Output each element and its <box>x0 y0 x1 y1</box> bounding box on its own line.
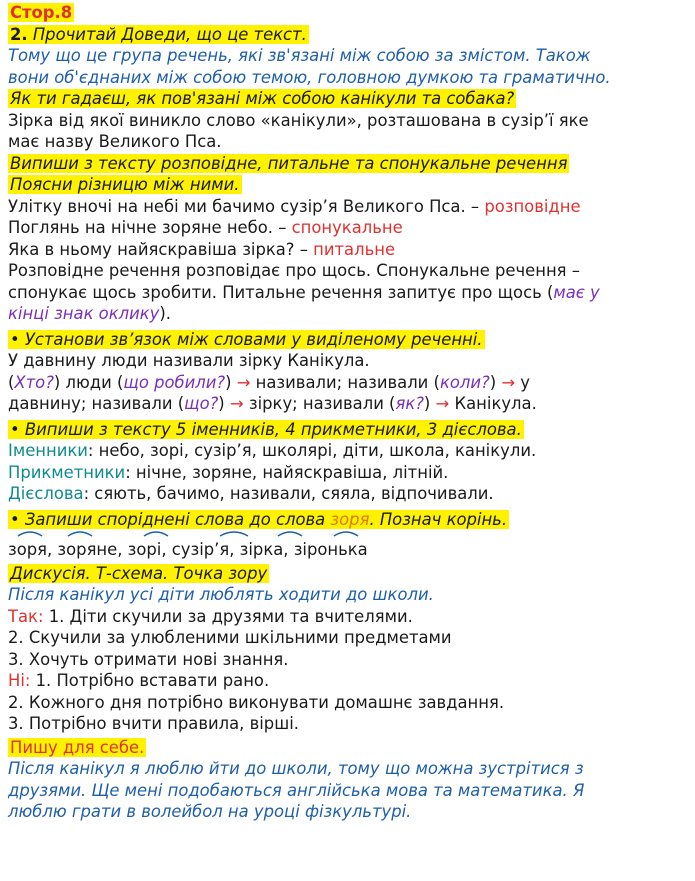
answer-line: Зірка від якої виникло слово «канікули», розташована в сузір’ї яке <box>8 110 589 130</box>
self-writing-line: друзями. Ще мені подобаються англійська мова та математика. Я <box>8 780 585 800</box>
verbs-line <box>8 483 687 505</box>
task-heading-line <box>8 563 687 585</box>
explanation-line: Розповідне речення розповідає про щось. Спонукальне речення – <box>8 261 580 280</box>
no-line: 3. Потрібно вчити правила, вірші. <box>8 714 299 733</box>
yes-label: Так: <box>8 606 44 626</box>
paren: ) <box>423 394 431 413</box>
task-heading-text: • Запиши споріднені слова до слова <box>10 509 331 529</box>
yes-line: 2. Скучили за улюбленими шкільними предметами <box>8 628 452 647</box>
no-label: Ні: <box>8 671 31 690</box>
adjectives-list: : нічне, зоряне, найяскравіша, літній. <box>125 462 449 482</box>
paren: ( <box>8 372 15 392</box>
question-word: коли? <box>439 372 490 392</box>
paren: ) <box>489 372 497 392</box>
verbs-list: : сяють, бачимо, називали, сяяла, відпочивали. <box>83 484 494 503</box>
task-heading-line <box>8 419 687 441</box>
self-writing-line: Після канікул я люблю йти до школи, тому що можна зустрітися з <box>8 759 584 778</box>
paren: ) <box>218 394 225 413</box>
task-heading: Поясни різницю між ними. <box>10 175 240 194</box>
adjectives-line <box>8 462 687 484</box>
nouns-list: : небо, зорі, сузір’я, школярі, діти, школа, канікули. <box>87 441 537 460</box>
relation-text: Канікула. <box>454 394 537 413</box>
yes-item: 1. Діти скучили за друзями та вчителями. <box>43 606 413 626</box>
sentence-text: Улітку вночі на небі ми бачимо сузір’я Великого Пса. – <box>8 196 480 216</box>
task-heading-line <box>8 174 687 196</box>
task-heading <box>8 510 509 529</box>
task-heading-line <box>8 509 687 531</box>
relation-text: давнину; називали ( <box>8 394 185 413</box>
relation-text: ) люди ( <box>53 372 124 392</box>
answer-line: Тому що це група речень, які зв'язані між собою за змістом. Також <box>8 46 591 65</box>
answer-line: має назву Великого Пса. <box>8 132 222 151</box>
task-heading-line <box>8 153 687 175</box>
root-marks <box>8 530 687 539</box>
task-heading-text: Прочитай Доведи, що це текст. <box>32 24 307 44</box>
nouns-line <box>8 440 687 462</box>
root-arc-marks <box>16 528 416 538</box>
task-number: 2. <box>10 24 28 44</box>
self-writing-heading: Пишу для себе. <box>10 737 145 757</box>
task-heading-line <box>8 329 687 351</box>
arrow-icon: → <box>229 394 244 413</box>
task-heading <box>8 25 309 44</box>
nouns-label: Іменники <box>8 441 88 460</box>
self-writing-line: люблю грати в волейбол на уроці фізкультурі. <box>8 802 412 821</box>
explanation-line <box>8 282 687 304</box>
verbs-label: Дієслова <box>8 484 84 503</box>
relation-line <box>8 372 687 394</box>
yes-line <box>8 606 687 628</box>
relation-text: у <box>520 372 530 392</box>
related-words: зоря, зоряне, зорі, сузір’я, зірка, зіронька <box>8 540 368 559</box>
question-word: що робили? <box>123 372 226 392</box>
question-heading: Як ти гадаєш, як пов'язані між собою канікули та собака? <box>10 89 515 108</box>
sentence-text: Поглянь на нічне зоряне небо. – <box>8 218 287 237</box>
page-title: Стор.8 <box>10 3 73 22</box>
relation-line <box>8 393 687 415</box>
sentence-line <box>8 196 687 218</box>
no-line: 2. Кожного дня потрібно виконувати домашнє завдання. <box>8 692 505 712</box>
question-word: як? <box>395 394 424 413</box>
explanation-text: ). <box>159 304 171 323</box>
sentence-line <box>8 217 687 239</box>
arrow-icon: → <box>501 372 516 392</box>
relation-text: називали; називали ( <box>255 372 440 392</box>
arrow-icon: → <box>435 394 450 413</box>
sentence-type: питальне <box>313 239 396 259</box>
highlighted-word: зоря <box>330 509 370 529</box>
paren: ) <box>225 372 232 392</box>
sentence-text: Яка в ньому найяскравіша зірка? – <box>8 239 308 259</box>
task2-heading <box>8 24 687 46</box>
adjectives-label: Прикметники <box>8 462 126 482</box>
task-heading: • Випиши з тексту 5 іменників, 4 прикметники, 3 дієслова. <box>10 419 522 439</box>
no-item: 1. Потрібно вставати рано. <box>30 671 270 690</box>
explanation-note: має у <box>553 282 600 302</box>
discussion-statement: Після канікул усі діти люблять ходити до школи. <box>8 585 434 604</box>
task-heading: Випиши з тексту розповідне, питальне та спонукальне речення <box>10 153 568 173</box>
task-heading: Дискусія. Т-схема. Точка зору <box>10 563 268 583</box>
explanation-line <box>8 303 687 325</box>
relation-sentence: У давнину люди називали зірку Канікула. <box>8 351 370 370</box>
answer-line: вони об'єднаних між собою темою, головною думкою та граматично. <box>8 67 611 87</box>
yes-line: 3. Хочуть отримати нові знання. <box>8 649 289 669</box>
sentence-type: розповідне <box>484 196 581 216</box>
task-heading: • Установи зв’язок між словами у виділеному реченні. <box>10 329 483 349</box>
question-word: що? <box>184 394 219 413</box>
no-line <box>8 670 687 692</box>
self-writing-heading-line <box>8 737 687 759</box>
sentence-line <box>8 239 687 261</box>
sentence-type: спонукальне <box>291 218 403 237</box>
explanation-note: кінці знак оклику <box>8 304 160 323</box>
page-title-line <box>8 2 687 24</box>
explanation-text: спонукає щось зробити. Питальне речення запитує про щось ( <box>8 282 554 302</box>
relation-text: зірку; називали ( <box>248 394 396 413</box>
question-line <box>8 88 687 110</box>
task-heading-text: . Познач корінь. <box>369 509 508 529</box>
arrow-icon: → <box>236 372 251 392</box>
question-word: Хто? <box>14 372 54 392</box>
